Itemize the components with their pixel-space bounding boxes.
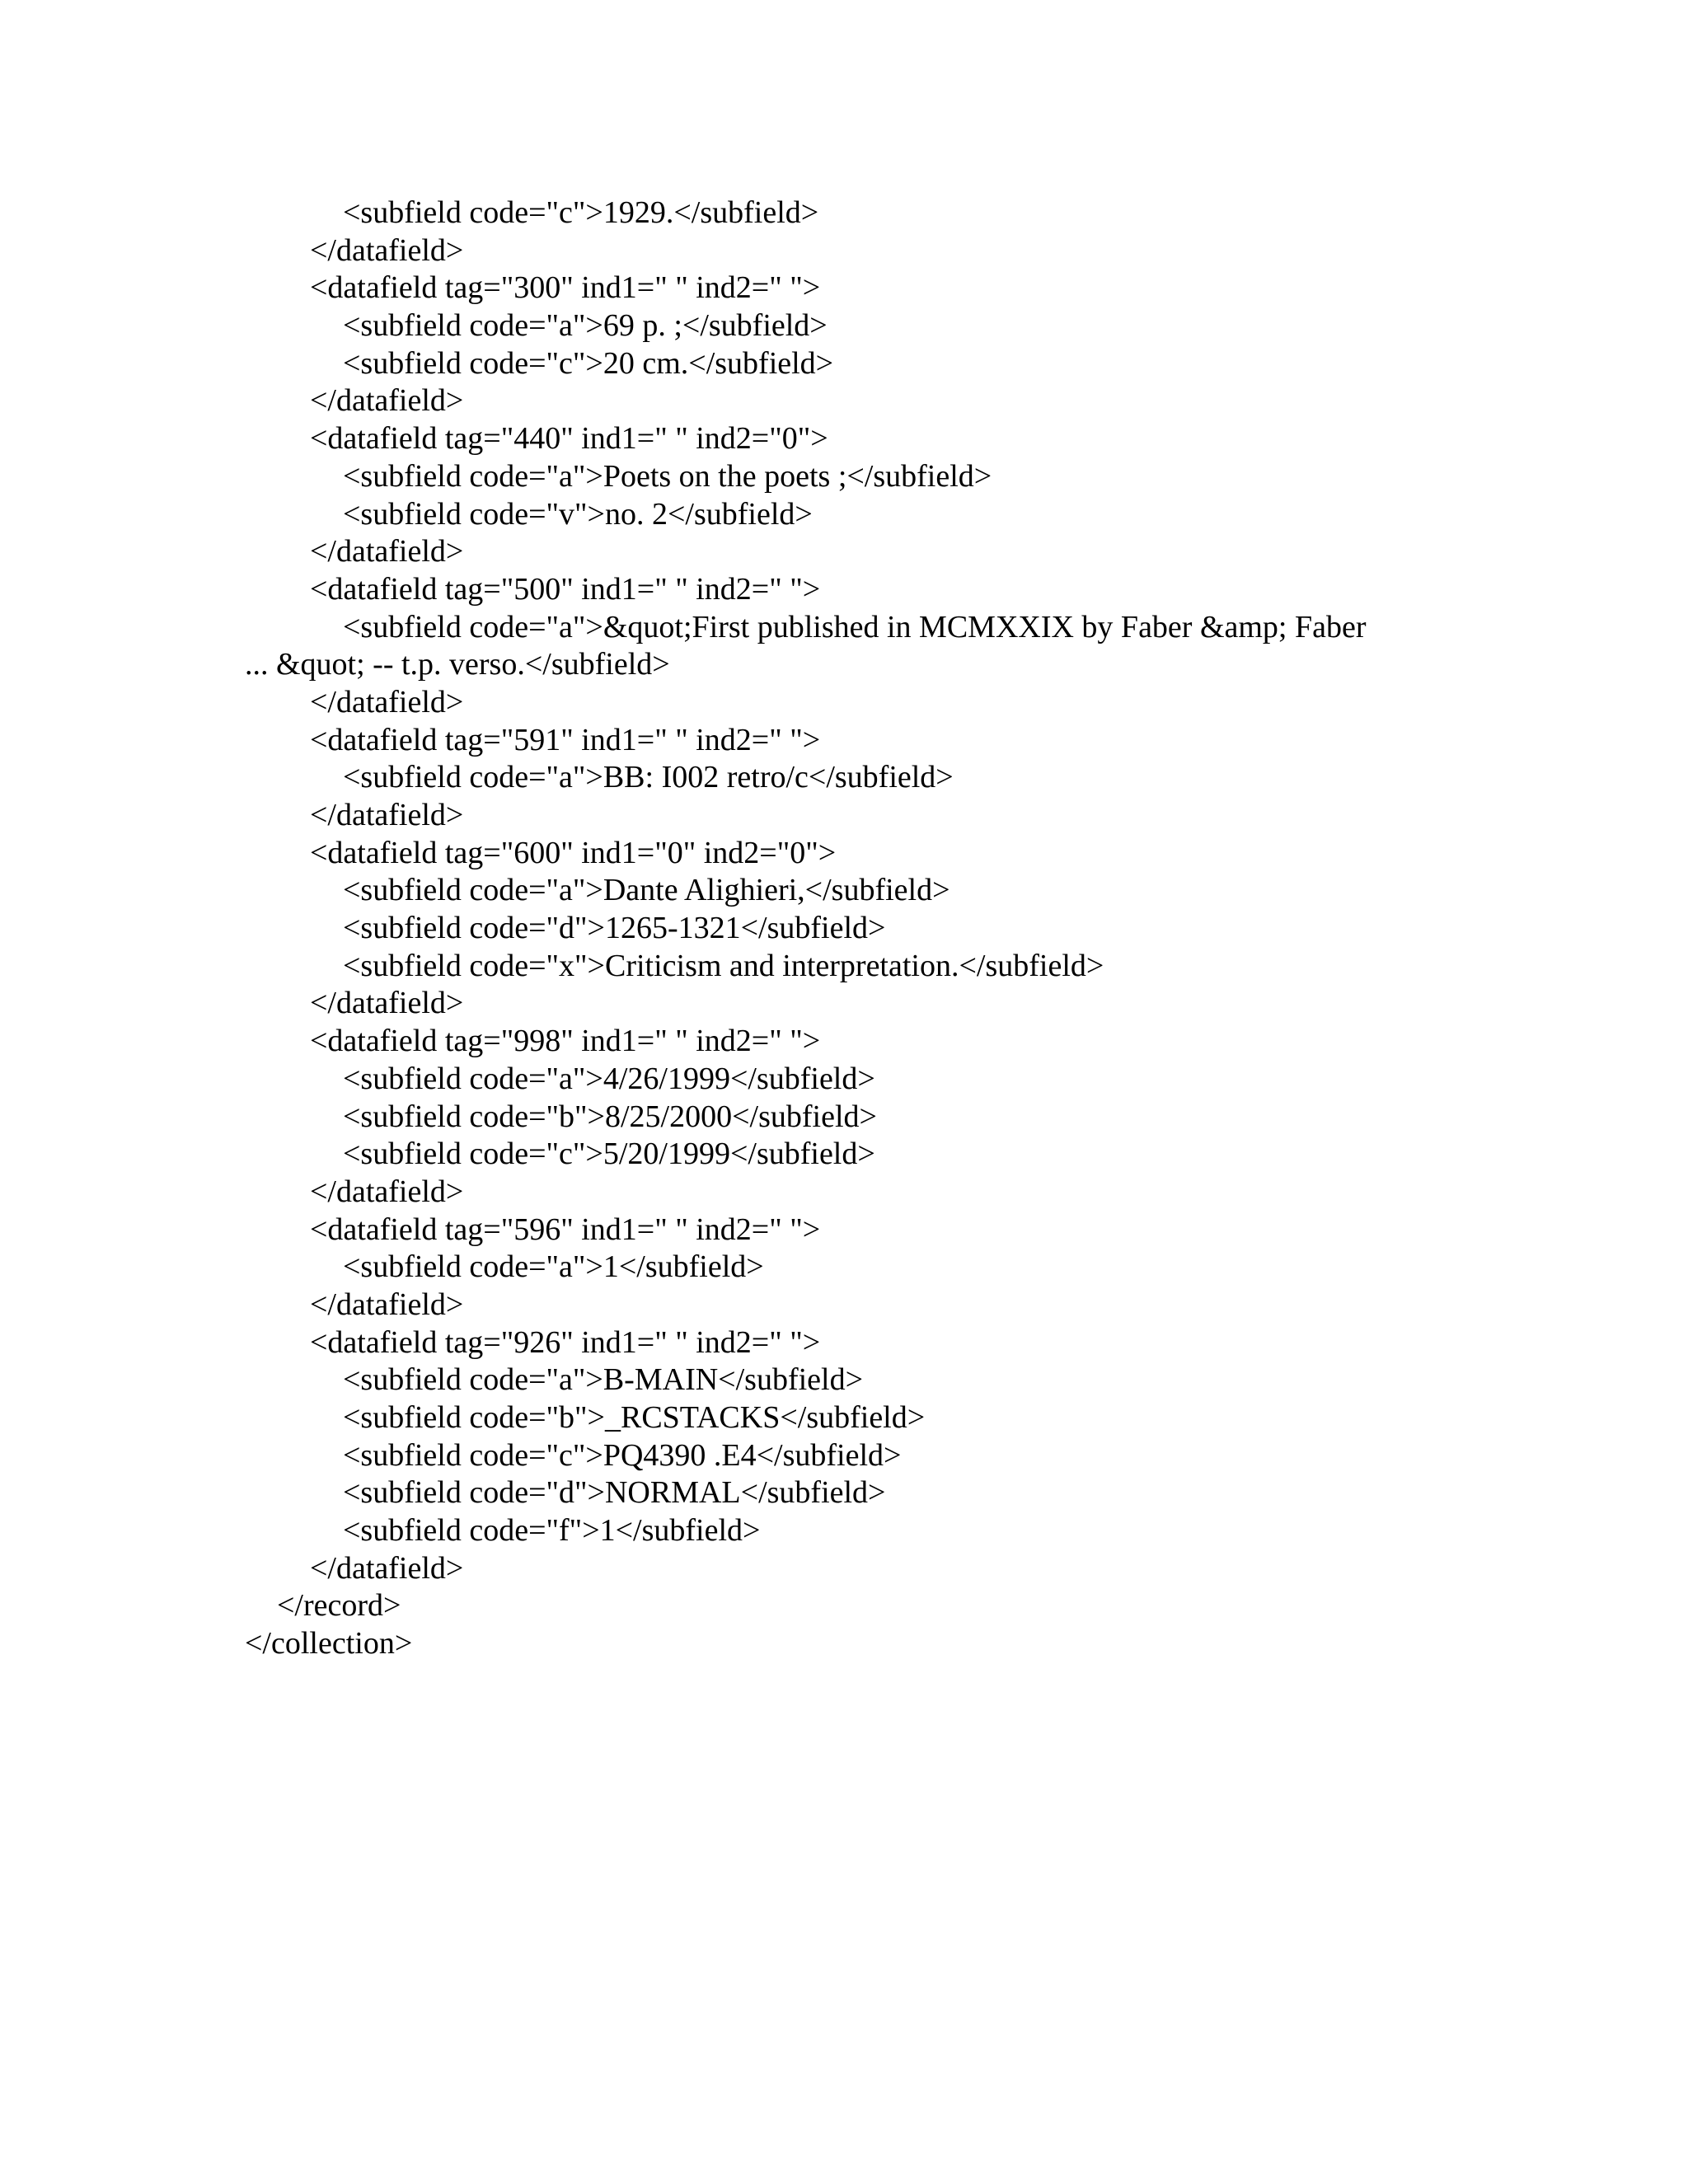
- xml-line: <subfield code="a">Poets on the poets ;</subfield>: [343, 458, 992, 494]
- xml-line: </datafield>: [310, 798, 464, 832]
- xml-line: </datafield>: [310, 986, 464, 1021]
- xml-line: <subfield code="a">&quot;First published in MCMXXIX by Faber &amp; Faber: [343, 609, 1367, 644]
- xml-line: </datafield>: [310, 1286, 464, 1322]
- xml-line: <datafield tag="600" ind1="0" ind2="0">: [310, 835, 837, 870]
- xml-line: ... &quot; -- t.p. verso.</subfield>: [245, 647, 670, 682]
- xml-line: </datafield>: [310, 232, 464, 268]
- xml-line: </datafield>: [310, 1550, 464, 1586]
- xml-line: <subfield code="d">NORMAL</subfield>: [343, 1475, 886, 1511]
- xml-line: <subfield code="c">PQ4390 .E4</subfield>: [343, 1437, 902, 1473]
- xml-line: <subfield code="c">1929.</subfield>: [343, 195, 819, 230]
- xml-line: <datafield tag="596" ind1=" " ind2=" ">: [310, 1212, 821, 1247]
- xml-line: <subfield code="c">5/20/1999</subfield>: [343, 1137, 875, 1172]
- xml-line: <subfield code="f">1</subfield>: [343, 1513, 761, 1549]
- xml-line: <datafield tag="300" ind1=" " ind2=" ">: [310, 270, 821, 306]
- xml-line: <subfield code="a">B-MAIN</subfield>: [343, 1362, 864, 1398]
- xml-line: <datafield tag="998" ind1=" " ind2=" ">: [310, 1024, 821, 1059]
- xml-line: </record>: [277, 1588, 401, 1624]
- xml-line: </datafield>: [310, 684, 464, 719]
- xml-line: <subfield code="a">Dante Alighieri,</subfield>: [343, 873, 950, 908]
- xml-line: </datafield>: [310, 534, 464, 569]
- xml-line: <subfield code="b">8/25/2000</subfield>: [343, 1099, 877, 1134]
- xml-line: <subfield code="c">20 cm.</subfield>: [343, 345, 834, 381]
- xml-line: <datafield tag="500" ind1=" " ind2=" ">: [310, 571, 821, 607]
- xml-line: <subfield code="d">1265-1321</subfield>: [343, 911, 886, 946]
- xml-line: </datafield>: [310, 1174, 464, 1209]
- xml-line: <subfield code="a">BB: I002 retro/c</subfield>: [343, 760, 954, 795]
- marc-xml-listing: [0, 194, 1688, 1663]
- xml-line: <subfield code="a">4/26/1999</subfield>: [343, 1061, 875, 1096]
- xml-line: <datafield tag="440" ind1=" " ind2="0">: [310, 421, 828, 457]
- xml-line: <subfield code="b">_RCSTACKS</subfield>: [343, 1400, 926, 1435]
- xml-line: </datafield>: [310, 383, 464, 419]
- xml-line: <subfield code="a">1</subfield>: [343, 1249, 764, 1285]
- xml-line: <datafield tag="926" ind1=" " ind2=" ">: [310, 1324, 821, 1360]
- xml-line: <subfield code="x">Criticism and interpretation.</subfield>: [343, 948, 1104, 983]
- xml-line: <datafield tag="591" ind1=" " ind2=" ">: [310, 722, 821, 757]
- xml-line: <subfield code="v">no. 2</subfield>: [343, 496, 813, 532]
- xml-line: </collection>: [245, 1626, 413, 1661]
- xml-line: <subfield code="a">69 p. ;</subfield>: [343, 308, 828, 344]
